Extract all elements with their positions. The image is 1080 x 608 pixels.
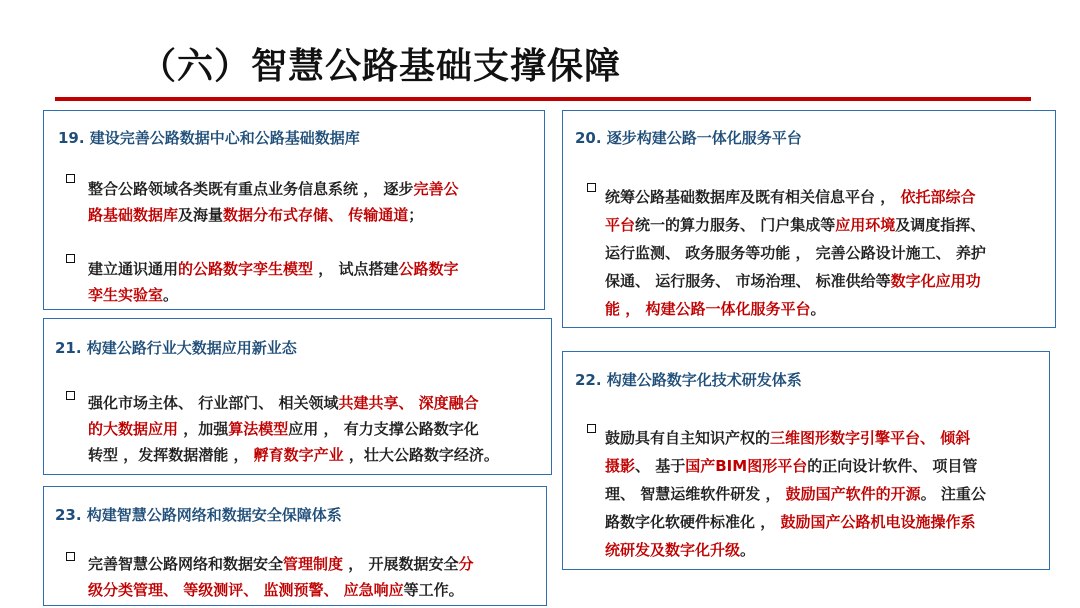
section-23-item-1: 完善智慧公路网络和数据安全管理制度 ， 开展数据安全分 级分类管理、 等级测评、 监测预警、 应急响应等工作。 — [88, 555, 474, 599]
section-23-title: 23. 构建智慧公路网络和数据安全保障体系 — [55, 506, 342, 524]
section-19-item-1: 整合公路领域各类既有重点业务信息系统 ， 逐步完善公 路基础数据库及海量数据分布式存储、 传输通道； — [88, 180, 459, 224]
bullet-icon — [587, 183, 596, 192]
bullet-icon — [66, 391, 75, 400]
section-20-title: 20. 逐步构建公路一体化服务平台 — [575, 129, 802, 147]
section-21-item-1: 强化市场主体、 行业部门、 相关领域共建共享、 深度融合 的大数据应用 ，加强算法模型应用 ， 有力支撑公路数字化 转型 ，发挥数据潜能 ， 孵育数字产业 ，壮大公路数字经济。 — [88, 394, 499, 464]
slide-title: （六）智慧公路基础支撑保障 — [140, 46, 622, 87]
section-22-title: 22. 构建公路数字化技术研发体系 — [575, 371, 802, 389]
section-20-box — [562, 110, 1056, 328]
section-22-item-1: 鼓励具有自主知识产权的三维图形数字引擎平台、 倾斜 摄影、 基于国产BIM图形平台的正向设计软件、 项目管 理、 智慧运维软件研发 ， 鼓励国产软件的开源。 注重公 路数字化软硬件标准化 ， 鼓励国产公路机电设施操作系 统研发及数字化升级。 — [605, 429, 986, 559]
bullet-icon — [66, 254, 75, 263]
bullet-icon — [66, 552, 75, 561]
section-20-item-1: 统筹公路基础数据库及既有相关信息平台 ， 依托部综合 平台统一的算力服务、 门户集成等应用环境及调度指挥、 运行监测、 政务服务等功能 ， 完善公路设计施工、 养护 保通、 运行服务、 市场治理、 标准供给等数字化应用功 能 ， 构建公路一体化服务平台。 — [605, 188, 986, 318]
section-19-item-2: 建立通识通用的公路数字孪生模型 ， 试点搭建公路数字 孪生实验室。 — [88, 260, 459, 304]
bullet-icon — [587, 424, 596, 433]
section-23-box — [43, 486, 547, 606]
title-underline — [55, 97, 1031, 101]
section-21-title: 21. 构建公路行业大数据应用新业态 — [55, 339, 297, 357]
section-19-title: 19. 建设完善公路数据中心和公路基础数据库 — [58, 129, 360, 147]
section-19-box — [43, 110, 545, 310]
section-22-box — [562, 351, 1050, 570]
bullet-icon — [66, 174, 75, 183]
section-21-box — [43, 318, 552, 475]
